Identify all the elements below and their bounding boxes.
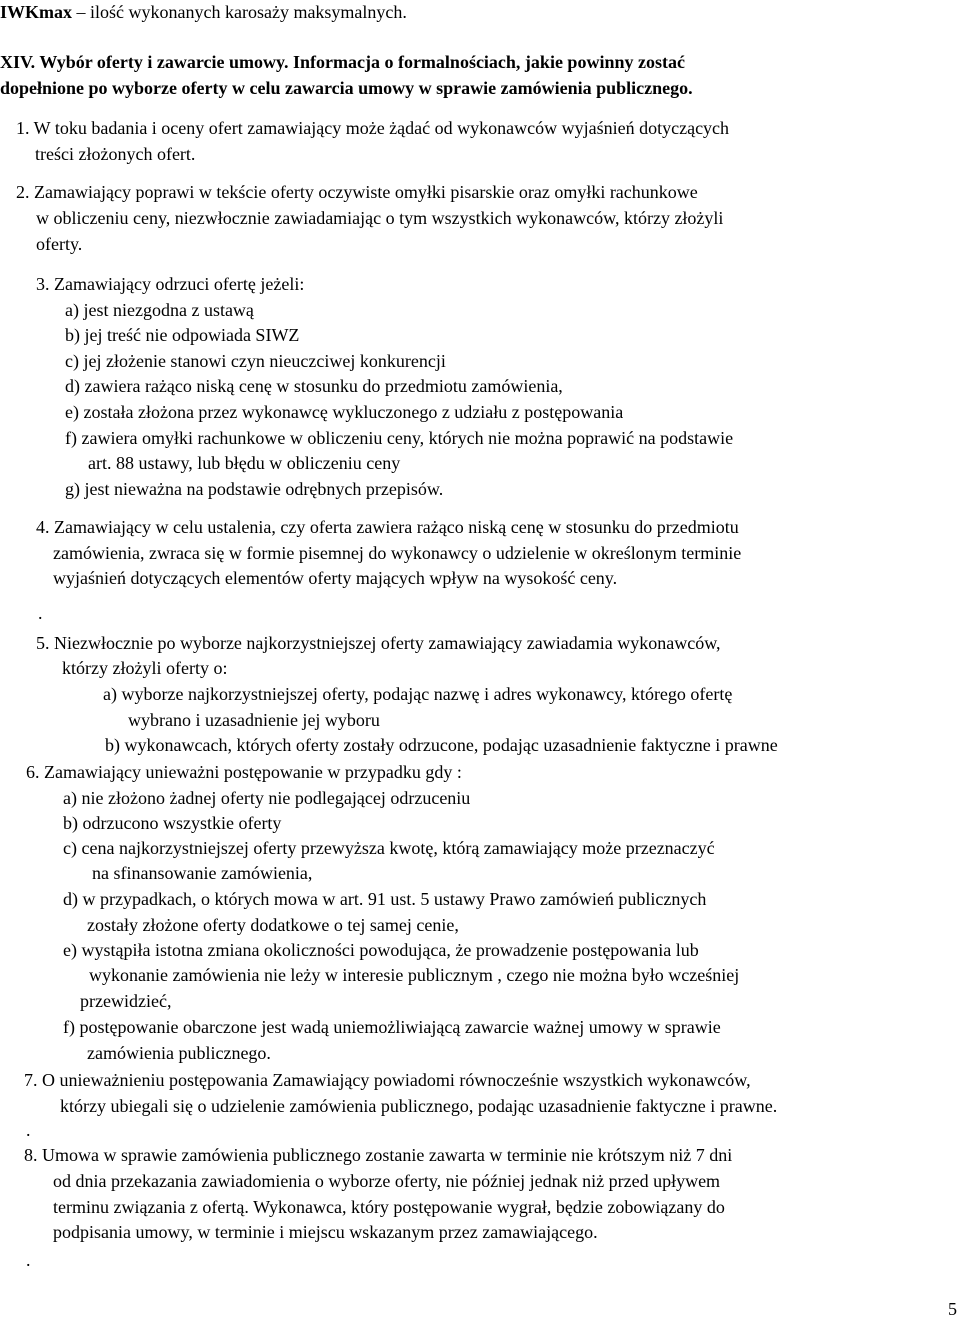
p6-item-e: e) wystąpiła istotna zmiana okoliczności powodująca, że prowadzenie postępowania lub bbox=[63, 940, 699, 960]
p7-line-1: 7. O unieważnieniu postępowania Zamawiający powiadomi równocześnie wszystkich wykonawców, bbox=[24, 1070, 751, 1090]
p1-line-2: treści złożonych ofert. bbox=[35, 144, 196, 164]
p6-item-b: b) odrzucono wszystkie oferty bbox=[63, 813, 282, 833]
p8-line-4: podpisania umowy, w terminie i miejscu wskazanym przez zamawiającego. bbox=[53, 1222, 598, 1242]
p7-line-2: którzy ubiegali się o udzielenie zamówienia publicznego, podając uzasadnienie faktyczne i prawne. bbox=[60, 1096, 778, 1116]
p6-item-a: a) nie złożono żadnej oferty nie podlegającej odrzuceniu bbox=[63, 788, 471, 808]
section-heading-line-2: dopełnione po wyborze oferty w celu zawarcia umowy w sprawie zamówienia publicznego. bbox=[0, 78, 693, 98]
p5-item-a-cont: wybrano i uzasadnienie jej wyboru bbox=[128, 710, 380, 730]
p3-item-c: c) jej złożenie stanowi czyn nieuczciwej konkurencji bbox=[65, 351, 446, 371]
p5-item-b: b) wykonawcach, których oferty zostały odrzucone, podając uzasadnienie faktyczne i prawne bbox=[105, 735, 778, 755]
p3-item-f: f) zawiera omyłki rachunkowe w obliczeniu ceny, których nie można poprawić na podstawie bbox=[65, 428, 734, 448]
p8-dot: . bbox=[26, 1250, 31, 1270]
iwkmax-text: – ilość wykonanych karosaży maksymalnych. bbox=[72, 2, 407, 22]
p6-item-e-cont-1: wykonanie zamówienia nie leży w interesie publicznym , czego nie można było wcześniej bbox=[89, 965, 740, 985]
p3-item-b: b) jej treść nie odpowiada SIWZ bbox=[65, 325, 300, 345]
p4-dot: . bbox=[38, 603, 43, 623]
p6-item-f: f) postępowanie obarczone jest wadą uniemożliwiającą zawarcie ważnej umowy w sprawie bbox=[63, 1017, 721, 1037]
p4-line-3: wyjaśnień dotyczących elementów oferty mających wpływ na wysokość ceny. bbox=[53, 568, 618, 588]
p1-line-1: 1. W toku badania i oceny ofert zamawiający może żądać od wykonawców wyjaśnień dotyczących bbox=[16, 118, 730, 138]
p3-item-e: e) została złożona przez wykonawcę wykluczonego z udziału z postępowania bbox=[65, 402, 624, 422]
p6-line-1: 6. Zamawiający unieważni postępowanie w przypadku gdy : bbox=[26, 762, 462, 782]
p5-line-2: którzy złożyli oferty o: bbox=[62, 658, 228, 678]
p6-item-d: d) w przypadkach, o których mowa w art. 91 ust. 5 ustawy Prawo zamówień publicznych bbox=[63, 889, 707, 909]
p8-line-3: terminu związania z ofertą. Wykonawca, który postępowanie wygrał, będzie zobowiązany do bbox=[53, 1197, 725, 1217]
p6-item-d-cont: zostały złożone oferty dodatkowe o tej samej cenie, bbox=[87, 915, 459, 935]
p3-item-d: d) zawiera rażąco niską cenę w stosunku do przedmiotu zamówienia, bbox=[65, 376, 563, 396]
p8-line-2: od dnia przekazania zawiadomienia o wyborze oferty, nie później jednak niż przed upływem bbox=[53, 1171, 721, 1191]
p4-line-2: zamówienia, zwraca się w formie pisemnej do wykonawcy o udzielenie w określonym terminie bbox=[53, 543, 742, 563]
p4-line-1: 4. Zamawiający w celu ustalenia, czy oferta zawiera rażąco niską cenę w stosunku do przedmiotu bbox=[36, 517, 739, 537]
p6-item-f-cont: zamówienia publicznego. bbox=[87, 1043, 271, 1063]
p8-line-1: 8. Umowa w sprawie zamówienia publicznego zostanie zawarta w terminie nie krótszym niż 7 dni bbox=[24, 1145, 733, 1165]
p5-line-1: 5. Niezwłocznie po wyborze najkorzystniejszej oferty zamawiający zawiadamia wykonawców, bbox=[36, 633, 721, 653]
p3-item-a: a) jest niezgodna z ustawą bbox=[65, 300, 254, 320]
p2-line-1: 2. Zamawiający poprawi w tekście oferty oczywiste omyłki pisarskie oraz omyłki rachunkowe bbox=[16, 182, 698, 202]
p6-item-e-cont-2: przewidzieć, bbox=[80, 991, 172, 1011]
p5-item-a: a) wyborze najkorzystniejszej oferty, podając nazwę i adres wykonawcy, którego ofertę bbox=[103, 684, 733, 704]
p2-line-2: w obliczeniu ceny, niezwłocznie zawiadamiając o tym wszystkich wykonawców, którzy złożyli bbox=[36, 208, 724, 228]
p6-item-c: c) cena najkorzystniejszej oferty przewyższa kwotę, którą zamawiający może przeznaczyć bbox=[63, 838, 715, 858]
p2-line-3: oferty. bbox=[36, 234, 83, 254]
page-number: 5 bbox=[948, 1299, 957, 1319]
p7-dot: . bbox=[26, 1120, 31, 1140]
p3-item-f-cont: art. 88 ustawy, lub błędu w obliczeniu ceny bbox=[88, 453, 401, 473]
p3-item-g: g) jest nieważna na podstawie odrębnych przepisów. bbox=[65, 479, 444, 499]
section-heading-line-1: XIV. Wybór oferty i zawarcie umowy. Informacja o formalnościach, jakie powinny zostać bbox=[0, 52, 685, 72]
p3-intro: 3. Zamawiający odrzuci ofertę jeżeli: bbox=[36, 274, 305, 294]
iwkmax-term: IWKmax bbox=[0, 2, 72, 22]
p6-item-c-cont: na sfinansowanie zamówienia, bbox=[92, 863, 313, 883]
iwkmax-definition bbox=[0, 0, 407, 24]
